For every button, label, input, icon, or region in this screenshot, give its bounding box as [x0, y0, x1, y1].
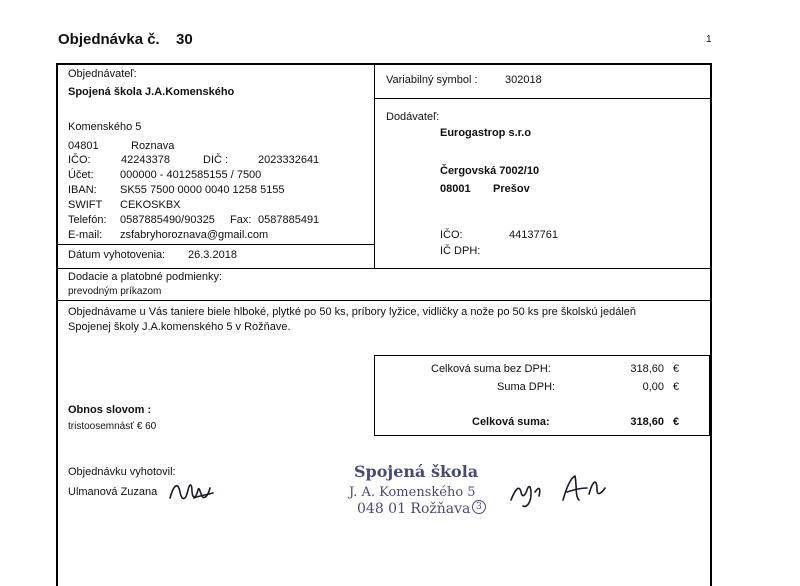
document-title: Objednávka č.: [58, 31, 160, 48]
created-by-name: Ulmanová Zuzana: [68, 486, 158, 498]
terms-label: Dodacie a platobné podmienky:: [68, 271, 223, 283]
buyer-fax: 0587885491: [258, 214, 320, 226]
stamp-line1: Spojená škola: [354, 462, 479, 481]
date-divider: [56, 244, 374, 245]
buyer-ico-label: IČO:: [68, 154, 91, 166]
buyer-ico: 42243378: [121, 154, 170, 166]
buyer-phone-label: Telefón:: [68, 214, 107, 226]
stamp-line2: J. A. Komenského 5: [349, 485, 476, 500]
vat-label: Suma DPH:: [497, 381, 556, 393]
buyer-email-label: E-mail:: [68, 229, 103, 241]
order-description-line1: Objednávame u Vás taniere biele hlboké, plytké po 50 ks, príbory lyžice, vidličky a nože po 50 ks pre školskú jedáleň: [68, 306, 637, 318]
vs-divider: [374, 98, 711, 99]
frame-left: [56, 63, 58, 586]
buyer-phone: 0587885490/90325: [120, 214, 215, 226]
buyer-fax-label: Fax:: [230, 214, 252, 226]
issue-date: 26.3.2018: [188, 249, 237, 261]
buyer-iban-label: IBAN:: [68, 184, 97, 196]
supplier-city: Prešov: [493, 183, 530, 195]
frame-top: [56, 63, 712, 65]
buyer-account-label: Účet:: [68, 169, 94, 181]
variable-symbol-label: Variabilný symbol :: [386, 74, 478, 86]
supplier-street: Čergovská 7002/10: [440, 165, 540, 177]
creator-signature: [166, 478, 216, 506]
terms-value: prevodným príkazom: [68, 286, 162, 297]
subtotal-value: 318,60: [630, 363, 664, 375]
issue-date-label: Dátum vyhotovenia:: [68, 249, 166, 261]
page-number: 1: [706, 34, 712, 45]
buyer-dic: 2023332641: [258, 154, 320, 166]
subtotal-label: Celková suma bez DPH:: [431, 363, 551, 375]
order-number: 30: [176, 31, 193, 48]
supplier-zip: 08001: [440, 183, 471, 195]
stamp-mark: 3: [472, 500, 486, 514]
buyer-label: Objednávateľ:: [68, 68, 137, 80]
buyer-zip: 04801: [68, 140, 99, 152]
buyer-name: Spojená škola J.A.Komenského: [68, 86, 235, 98]
supplier-name: Eurogastrop s.r.o: [440, 127, 532, 139]
total-currency: €: [673, 416, 680, 428]
total-label: Celková suma:: [472, 416, 550, 428]
vat-value: 0,00: [642, 381, 664, 393]
buyer-email: zsfabryhoroznava@gmail.com: [120, 229, 269, 241]
order-description-line2: Spojenej školy J.A.komenského 5 v Rožňave.: [68, 321, 291, 333]
buyer-account: 000000 - 4012585155 / 7500: [120, 169, 262, 181]
stamp-line3: 048 01 Rožňava: [357, 501, 471, 517]
supplier-ico-label: IČO:: [440, 229, 463, 241]
in-words-label: Obnos slovom :: [68, 404, 152, 416]
frame-mid-divider: [374, 63, 375, 269]
buyer-dic-label: DIČ :: [203, 154, 229, 166]
section-divider-2: [56, 300, 712, 301]
approver-signature: [505, 470, 615, 510]
vat-currency: €: [673, 381, 680, 393]
frame-right: [710, 63, 712, 586]
buyer-city: Roznava: [131, 140, 175, 152]
section-divider-1: [56, 268, 712, 269]
buyer-swift: CEKOSKBX: [120, 199, 181, 211]
supplier-icdph-label: IČ DPH:: [440, 245, 481, 257]
variable-symbol: 302018: [505, 74, 542, 86]
created-by-label: Objednávku vyhotovil:: [68, 466, 176, 478]
buyer-swift-label: SWIFT: [68, 199, 103, 211]
subtotal-currency: €: [673, 363, 680, 375]
supplier-ico: 44137761: [509, 229, 558, 241]
total-value: 318,60: [630, 416, 664, 428]
supplier-label: Dodávateľ:: [386, 111, 440, 123]
in-words-value: tristoosemnásť € 60: [68, 421, 157, 432]
buyer-street: Komenského 5: [68, 121, 142, 133]
buyer-iban: SK55 7500 0000 0040 1258 5155: [120, 184, 285, 196]
